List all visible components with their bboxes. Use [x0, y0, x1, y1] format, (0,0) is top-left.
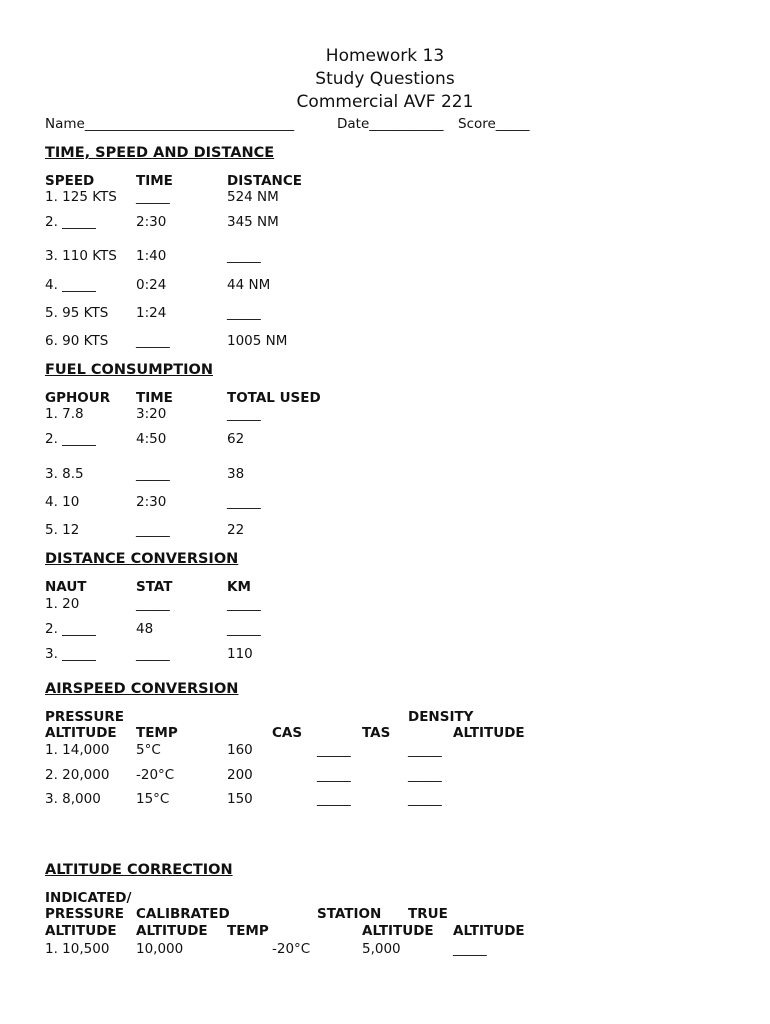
- table-cell: 2. 20,000: [45, 767, 110, 783]
- table-cell: -20°C: [272, 941, 311, 957]
- table-cell: _____: [227, 406, 261, 422]
- table-cell: 1:24: [136, 305, 167, 321]
- table-cell: 44 NM: [227, 277, 271, 293]
- table-cell: 5,000: [362, 941, 401, 957]
- table-cell: 38: [227, 466, 245, 482]
- column-header: PRESSURE: [45, 906, 124, 922]
- table-cell: _____: [408, 767, 442, 783]
- table-cell: _____: [227, 248, 261, 264]
- title-homework: Homework 13: [325, 46, 445, 66]
- column-header: KM: [227, 579, 251, 595]
- table-cell: _____: [227, 621, 261, 637]
- table-cell: -20°C: [136, 767, 175, 783]
- column-header: TAS: [362, 725, 391, 741]
- table-cell: 15°C: [136, 791, 170, 807]
- table-cell: 5. 12: [45, 522, 80, 538]
- column-header: CALIBRATED: [136, 906, 230, 922]
- section-heading-altitude: ALTITUDE CORRECTION: [45, 862, 233, 878]
- section-heading-tsd: TIME, SPEED AND DISTANCE: [45, 145, 275, 161]
- table-cell: 4. 10: [45, 494, 80, 510]
- date-field[interactable]: Date___________: [337, 116, 444, 132]
- table-cell: 2. _____: [45, 431, 96, 447]
- column-header: ALTITUDE: [453, 725, 525, 741]
- table-cell: 3. 8,000: [45, 791, 101, 807]
- table-cell: 3. 110 KTS: [45, 248, 117, 264]
- column-header: ALTITUDE: [45, 725, 117, 741]
- table-cell: 3:20: [136, 406, 167, 422]
- table-cell: _____: [227, 596, 261, 612]
- section-heading-airspeed: AIRSPEED CONVERSION: [45, 681, 239, 697]
- section-heading-fuel: FUEL CONSUMPTION: [45, 362, 213, 378]
- table-cell: _____: [227, 305, 261, 321]
- column-header: TOTAL USED: [227, 390, 321, 406]
- table-cell: _____: [136, 333, 170, 349]
- table-cell: _____: [136, 522, 170, 538]
- table-cell: _____: [227, 494, 261, 510]
- column-header: STAT: [136, 579, 173, 595]
- column-header: INDICATED/: [45, 890, 132, 906]
- table-cell: _____: [136, 646, 170, 662]
- table-cell: 3. _____: [45, 646, 96, 662]
- table-cell: _____: [408, 742, 442, 758]
- column-header: TIME: [136, 173, 173, 189]
- table-cell: 1. 20: [45, 596, 80, 612]
- table-cell: 160: [227, 742, 253, 758]
- table-cell: 4. _____: [45, 277, 96, 293]
- table-cell: _____: [136, 596, 170, 612]
- table-cell: 62: [227, 431, 245, 447]
- table-cell: 5°C: [136, 742, 161, 758]
- table-cell: 345 NM: [227, 214, 279, 230]
- column-header: ALTITUDE: [45, 923, 117, 939]
- table-cell: _____: [317, 791, 351, 807]
- title-study-questions: Study Questions: [315, 69, 455, 89]
- column-header: DISTANCE: [227, 173, 302, 189]
- section-heading-distance: DISTANCE CONVERSION: [45, 551, 239, 567]
- column-header: DENSITY: [408, 709, 474, 725]
- column-header: PRESSURE: [45, 709, 124, 725]
- column-header: GPHOUR: [45, 390, 111, 406]
- column-header: TIME: [136, 390, 173, 406]
- column-header: ALTITUDE: [362, 923, 434, 939]
- table-cell: 1. 125 KTS: [45, 189, 117, 205]
- table-cell: 3. 8.5: [45, 466, 84, 482]
- title-course: Commercial AVF 221: [296, 92, 474, 112]
- column-header: NAUT: [45, 579, 87, 595]
- table-cell: 22: [227, 522, 245, 538]
- table-cell: 2. _____: [45, 621, 96, 637]
- table-cell: 1005 NM: [227, 333, 288, 349]
- table-cell: 524 NM: [227, 189, 279, 205]
- name-field[interactable]: Name_______________________________: [45, 116, 295, 132]
- table-cell: 4:50: [136, 431, 167, 447]
- table-cell: 6. 90 KTS: [45, 333, 109, 349]
- table-cell: 150: [227, 791, 253, 807]
- table-cell: _____: [136, 466, 170, 482]
- column-header: TRUE: [408, 906, 448, 922]
- table-cell: _____: [317, 742, 351, 758]
- table-cell: 2. _____: [45, 214, 96, 230]
- table-cell: _____: [453, 941, 487, 957]
- column-header: ALTITUDE: [136, 923, 208, 939]
- table-cell: 1. 7.8: [45, 406, 84, 422]
- column-header: CAS: [272, 725, 303, 741]
- column-header: TEMP: [136, 725, 178, 741]
- table-cell: _____: [408, 791, 442, 807]
- table-cell: _____: [317, 767, 351, 783]
- table-cell: 1:40: [136, 248, 167, 264]
- column-header: STATION: [317, 906, 382, 922]
- table-cell: 10,000: [136, 941, 184, 957]
- table-cell: 1. 10,500: [45, 941, 110, 957]
- table-cell: 0:24: [136, 277, 167, 293]
- column-header: SPEED: [45, 173, 95, 189]
- score-field[interactable]: Score_____: [458, 116, 530, 132]
- table-cell: _____: [136, 189, 170, 205]
- table-cell: 200: [227, 767, 253, 783]
- table-cell: 1. 14,000: [45, 742, 110, 758]
- table-cell: 5. 95 KTS: [45, 305, 109, 321]
- column-header: ALTITUDE: [453, 923, 525, 939]
- table-cell: 110: [227, 646, 253, 662]
- table-cell: 48: [136, 621, 154, 637]
- table-cell: 2:30: [136, 494, 167, 510]
- column-header: TEMP: [227, 923, 269, 939]
- table-cell: 2:30: [136, 214, 167, 230]
